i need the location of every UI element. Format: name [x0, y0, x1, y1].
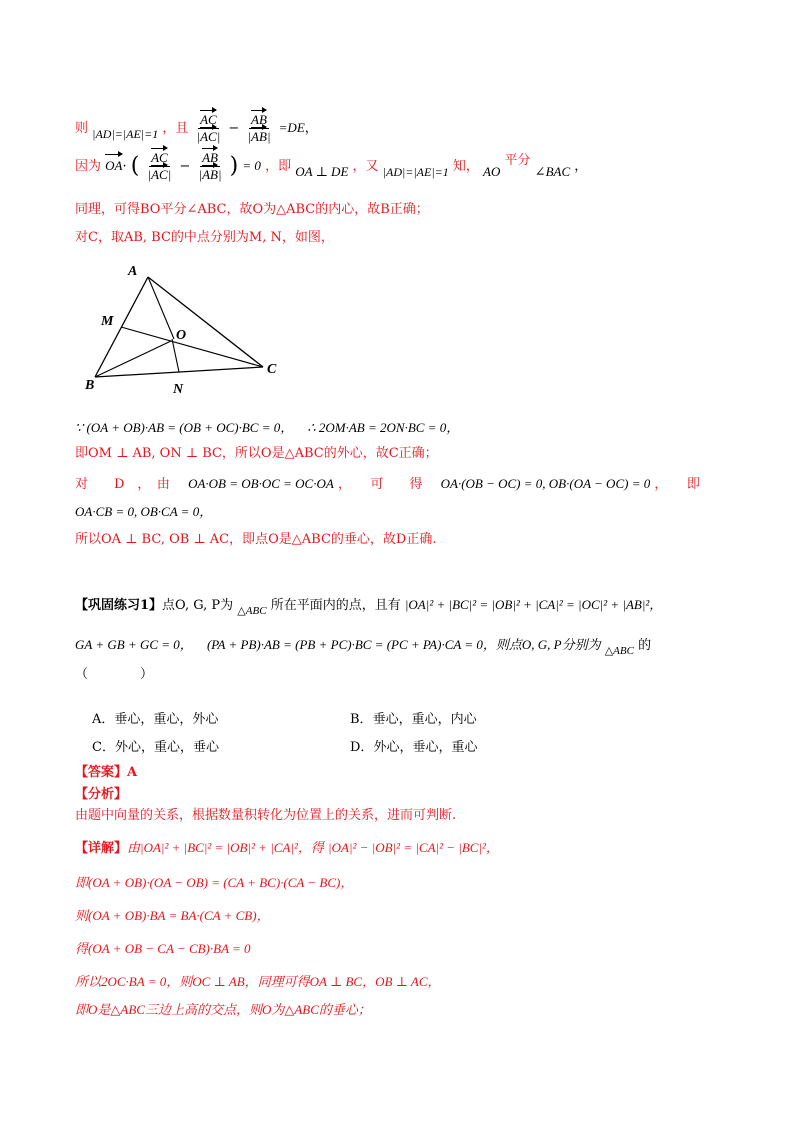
detail-label: 【详解】 [75, 841, 128, 856]
line-9: 所以OA ⊥ BC, OB ⊥ AC，即点O是△ABC的垂心，故D正确. [75, 532, 437, 547]
line-6: 即OM ⊥ AB, ON ⊥ BC，所以O是△ABC的外心，故C正确； [75, 446, 438, 461]
math-eq0: = 0 [242, 158, 261, 173]
detail-line-1 [75, 838, 499, 859]
triangle-figure [75, 255, 305, 395]
option-c[interactable]: C．外心，重心，垂心 [92, 740, 219, 755]
line-7 [75, 474, 700, 495]
stem-1c: 所在平面内的点，且有 [270, 598, 401, 613]
fraction-ab: $\frac{AB}{|AB|}$ [247, 112, 271, 144]
text-qie: ，且 [162, 121, 189, 136]
label-b: B [85, 378, 95, 393]
detail-math-1b: |OA|² − |OB|² = |CA|² − |BC|²， [328, 840, 499, 855]
line-4: 对C，取AB, BC的中点分别为M, N，如图， [75, 230, 334, 245]
exercise-stem-1 [75, 595, 662, 616]
math-dot-equal: OA·OB = OB·OC = OC·OA [188, 476, 334, 491]
text-you: ，又 [352, 159, 379, 174]
text-zhi: 知， [452, 159, 479, 174]
stem-triangle: △ABC [237, 605, 267, 617]
line-2: 因为 OA· ( $\frac{AC}{|AC|}$ − $\frac{AB}{|AB|}$ ) = 0 ，即 OA ⊥ DE ，又 |AD|=|AE|=1 知， AO 平分 ∠BAC ， [75, 150, 588, 182]
detail-line-5: 所以2OC·BA = 0，则OC ⊥ AB，同理可得OA ⊥ BC，OB ⊥ AC， [75, 974, 441, 989]
analysis-text: 由题中向量的关系，根据数量积转化为位置上的关系，进而可判断. [75, 808, 457, 823]
text-yinwei: 因为 [75, 159, 102, 174]
math-oa-perp-de: OA ⊥ DE [295, 164, 349, 179]
math-bac: ∠BAC [534, 164, 571, 179]
label-c: C [267, 362, 277, 377]
fraction-ac-2: $\frac{AC}{|AC|}$ [147, 150, 172, 182]
label-n: N [173, 382, 184, 395]
text-dui-d: 对 D ， 由 [75, 477, 170, 492]
option-b[interactable]: B．垂心，重心，内心 [350, 712, 477, 727]
line-3: 同理，可得BO平分∠ABC，故O为△ABC的内心，故B正确； [75, 202, 429, 217]
detail-line-2: 即(OA + OB)·(OA − OB) = (CA + BC)·(CA − BC)， [75, 875, 354, 890]
option-d[interactable]: D．外心，垂心，重心 [350, 740, 478, 755]
math-therefore: ∴ 2OM·AB = 2ON·BC = 0， [307, 420, 460, 435]
vec-oa: OA [105, 156, 122, 176]
exercise-stem-2: GA + GB + GC = 0， (PA + PB)·AB = (PB + PC)·BC = (PC + PA)·CA = 0，则点O, G, P分别为 $_{\triangle ABC}$ 的 [75, 637, 652, 657]
math-because: ∵ (OA + OB)·AB = (OB + OC)·BC = 0， [75, 420, 294, 435]
math-ao: AO [483, 164, 501, 179]
detail-line-3: 则(OA + OB)·BA = BA·(CA + CB)， [75, 908, 270, 923]
line-5 [75, 418, 459, 439]
math-oa-cb: OA·CB = 0, OB·CA = 0， [75, 504, 213, 519]
math-ad-ae: |AD|=|AE|=1 [92, 127, 159, 141]
label-o: O [176, 328, 187, 343]
math-result: OA·(OB − OC) = 0, OB·(OA − OC) = 0 [440, 476, 651, 491]
stem-condition: |OA|² + |BC|² = |OB|² + |CA|² = |OC|² + |AB|²， [404, 597, 663, 612]
stem-centroid: GA + GB + GC = 0， [75, 637, 193, 652]
analysis-label: 【分析】 [75, 787, 128, 802]
line-1: 则 |AD|=|AE|=1 ，且 $\frac{AC}{|AC|}$ − $\frac{AB}{|AB|}$ =DE， [75, 112, 318, 144]
text-ji-2: ， 即 [654, 477, 700, 492]
answer-label: 【答案】A [75, 765, 138, 780]
text-pingfen: 平分 [504, 153, 531, 168]
exercise-title: 【巩固练习1】 [75, 598, 163, 613]
exercise-paren: （ ） [75, 667, 154, 682]
stem-triangle-2: △ABC [604, 645, 634, 657]
detail-line-4: 得(OA + OB − CA − CB)·BA = 0 [75, 941, 251, 956]
label-m: M [101, 314, 114, 329]
math-ad-ae-2: |AD|=|AE|=1 [382, 165, 449, 179]
line-8 [75, 502, 212, 523]
detail-line-6: 即O是△ABC三边上高的交点，则O为△ABC的垂心； [75, 1002, 371, 1017]
detail-math-1a: 由|OA|² + |BC|² = |OB|² + |CA|²，得 [127, 840, 324, 855]
stem-p-condition: (PA + PB)·AB = (PB + PC)·BC = (PC + PA)·CA = 0，则点O, G, P分别为 [206, 637, 601, 652]
option-a[interactable]: A．垂心，重心，外心 [92, 712, 219, 727]
label-a: A [128, 264, 138, 279]
text-ze: 则 [75, 121, 89, 136]
stem-1a: 点O, G, P为 [162, 598, 234, 613]
math-de: =DE [278, 120, 305, 135]
fraction-ac: $\frac{AC}{|AC|}$ [196, 112, 221, 144]
text-kede: ， 可 得 [337, 477, 423, 492]
text-ji: ，即 [265, 159, 292, 174]
fraction-ab-2: $\frac{AB}{|AB|}$ [198, 150, 222, 182]
